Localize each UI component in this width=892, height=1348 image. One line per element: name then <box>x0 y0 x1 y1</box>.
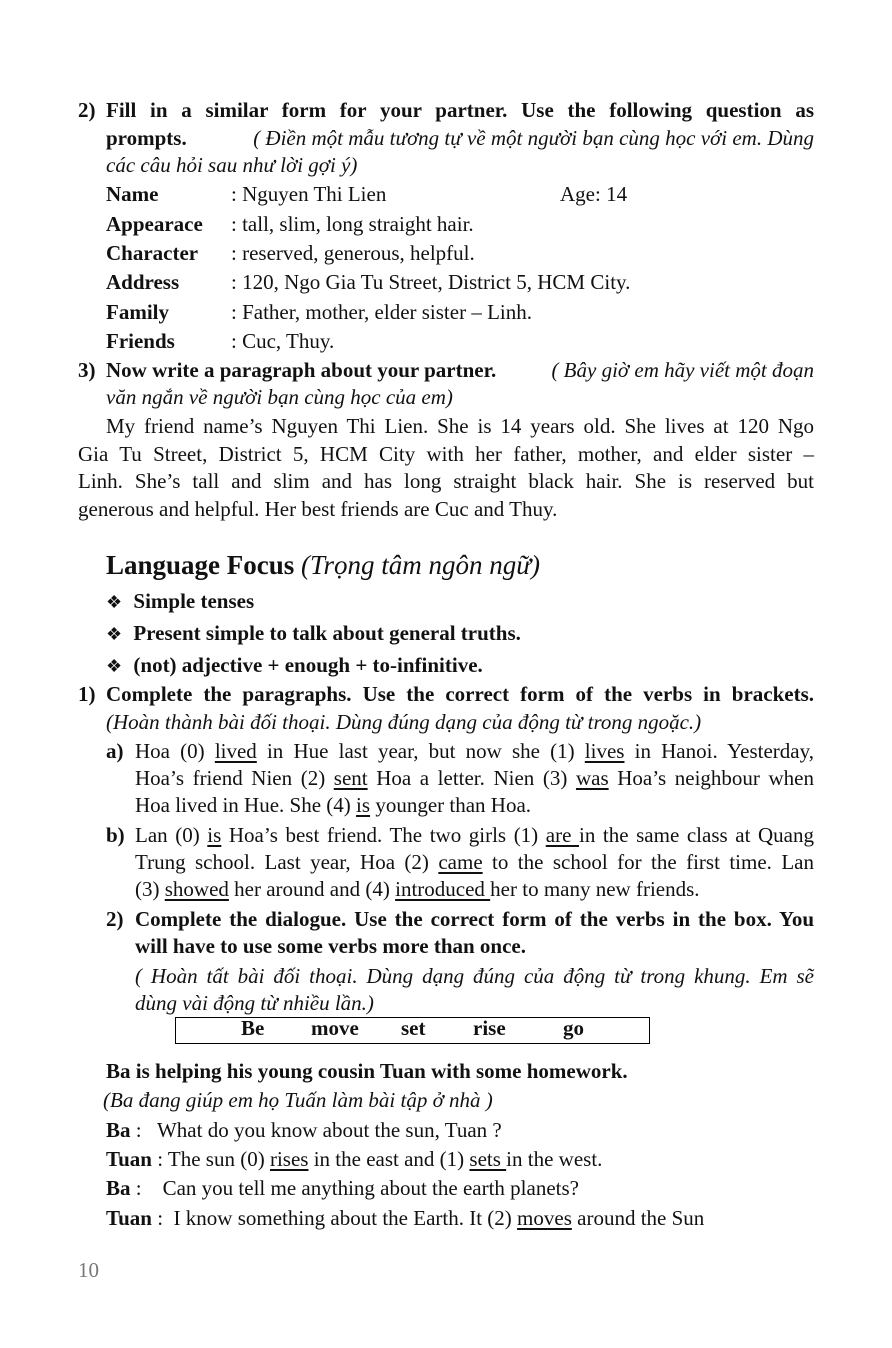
text-span: her to many new friends. <box>490 877 700 901</box>
answer-3: was <box>575 766 609 790</box>
speaker-name: Tuan <box>106 1147 152 1171</box>
verb-box-item: Be <box>241 1016 265 1040</box>
dialogue-intro: Ba is helping his young cousin Tuan with some homework. <box>106 1059 628 1083</box>
form-friends-value: : Cuc, Thuy. <box>231 329 335 353</box>
form-address-value: : 120, Ngo Gia Tu Street, District 5, HCM City. <box>231 270 631 294</box>
paragraph-line3: Linh. She’s tall and slim and has long straight black hair. She is reserved but <box>78 469 814 493</box>
task2-prompts-word: prompts. <box>106 126 187 150</box>
text-span: Hoa’s neighbour when <box>608 766 814 790</box>
text-span: younger than Hoa. <box>370 793 532 817</box>
dialogue-text: What do you know about the sun, Tuan ? <box>156 1118 502 1142</box>
diamond-bullet-icon: ❖ <box>106 656 123 676</box>
text-span: in the east and (1) <box>308 1147 470 1171</box>
answer-2: sent <box>333 766 368 790</box>
text-span: Trung school. Last year, Hoa (2) <box>135 850 439 874</box>
diamond-bullet-icon: ❖ <box>106 592 123 612</box>
ex1-b-line2 <box>135 848 814 876</box>
text-span: to the school for the first time. Lan <box>482 850 814 874</box>
ex1-a-label: a) <box>106 739 124 763</box>
text-span: Hoa lived in Hue. She (4) <box>135 793 357 817</box>
form-address-label: Address <box>106 270 180 294</box>
dialogue-line-4 <box>106 1204 704 1232</box>
language-focus-title-vi: (Trọng tâm ngôn ngữ) <box>301 550 541 580</box>
separator: : <box>151 1206 174 1230</box>
text-span: Hoa’s friend Nien (2) <box>135 766 334 790</box>
task3-vietnamese-line2: văn ngắn về người bạn cùng học của em) <box>106 385 453 409</box>
ex1-number: 1) <box>78 682 96 706</box>
separator: : <box>151 1147 168 1171</box>
answer-1: lives <box>584 739 625 763</box>
answer-4: introduced <box>395 877 491 901</box>
dialogue-line-2 <box>106 1145 602 1173</box>
answer-1: are <box>545 823 579 847</box>
task2-vietnamese-line2: các câu hỏi sau như lời gợi ý) <box>106 153 358 177</box>
text-span: I know something about the Earth. It (2) <box>173 1206 518 1230</box>
ex2-instruction-line2: will have to use some verbs more than once. <box>135 934 526 958</box>
focus-bullet-3-text: (not) adjective + enough + to-infinitive. <box>133 653 483 677</box>
paragraph-line2: Gia Tu Street, District 5, HCM City with her father, mother, and elder sister – <box>78 442 814 466</box>
text-span: in the west. <box>506 1147 603 1171</box>
focus-bullet-1 <box>106 587 254 616</box>
separator: : <box>130 1118 157 1142</box>
dialogue-text: Can you tell me anything about the earth planets? <box>162 1176 579 1200</box>
answer-0: lived <box>214 739 257 763</box>
task2-instruction-line1: Fill in a similar form for your partner. Use the following question as <box>106 98 814 122</box>
answer-3: showed <box>164 877 229 901</box>
focus-bullet-2-text: Present simple to talk about general truths. <box>133 621 521 645</box>
task2-instruction-line2 <box>106 124 814 152</box>
text-span: around the Sun <box>571 1206 705 1230</box>
dialogue-intro-vi: (Ba đang giúp em họ Tuấn làm bài tập ở nhà ) <box>103 1088 493 1112</box>
ex1-b-line3 <box>135 875 700 903</box>
focus-bullet-1-text: Simple tenses <box>133 589 255 613</box>
dialogue-line-1 <box>106 1116 502 1144</box>
form-appearance-label: Appearace <box>106 212 203 236</box>
task2-vietnamese-line1: ( Điền một mẫu tương tự về một người bạn cùng học với em. Dùng <box>253 126 814 150</box>
text-span: (3) <box>135 877 165 901</box>
task3-number: 3) <box>78 358 96 382</box>
ex1-a-line1 <box>135 737 814 765</box>
verb-box-item: move <box>311 1016 359 1040</box>
text-span: Hoa a letter. Nien (3) <box>367 766 576 790</box>
task3-instruction: Now write a paragraph about your partner. <box>106 358 497 382</box>
verb-box-item: go <box>563 1016 584 1040</box>
ex1-a-line3 <box>135 791 531 819</box>
paragraph-line4: generous and helpful. Her best friends are Cuc and Thuy. <box>78 497 558 521</box>
answer-2: moves <box>517 1206 572 1230</box>
form-character-value: : reserved, generous, helpful. <box>231 241 475 265</box>
ex1-b-line1 <box>135 821 814 849</box>
text-span: Hoa (0) <box>135 739 215 763</box>
ex2-number: 2) <box>106 907 124 931</box>
form-age: Age: 14 <box>560 182 628 206</box>
ex1-instruction: Complete the paragraphs. Use the correct form of the verbs in brackets. <box>106 682 814 706</box>
form-name-value: : Nguyen Thi Lien <box>231 182 387 206</box>
form-appearance-value: : tall, slim, long straight hair. <box>231 212 474 236</box>
verb-box-item: rise <box>473 1016 506 1040</box>
text-span: Hoa’s best friend. The two girls (1) <box>221 823 546 847</box>
task2-number: 2) <box>78 98 96 122</box>
language-focus-heading <box>106 548 540 582</box>
form-character-label: Character <box>106 241 199 265</box>
dialogue-line-3 <box>106 1174 579 1202</box>
answer-1: sets <box>469 1147 507 1171</box>
speaker-name: Tuan <box>106 1206 152 1230</box>
answer-0: rises <box>269 1147 309 1171</box>
page-number: 10 <box>78 1258 99 1282</box>
ex1-a-line2 <box>135 764 814 792</box>
text-span: Lan (0) <box>135 823 208 847</box>
form-family-value: : Father, mother, elder sister – Linh. <box>231 300 532 324</box>
form-friends-label: Friends <box>106 329 175 353</box>
ex2-instruction-vi-line1: ( Hoàn tất bài đối thoại. Dùng dạng đúng của động từ trong khung. Em sẽ <box>135 964 814 988</box>
text-span: in Hanoi. Yesterday, <box>624 739 814 763</box>
focus-bullet-3 <box>106 651 483 680</box>
text-span: her around and (4) <box>228 877 396 901</box>
diamond-bullet-icon: ❖ <box>106 624 123 644</box>
answer-0: is <box>207 823 222 847</box>
form-name-label: Name <box>106 182 159 206</box>
text-span: in the same class at Quang <box>578 823 814 847</box>
language-focus-title: Language Focus <box>106 550 295 580</box>
speaker-name: Ba <box>106 1176 131 1200</box>
paragraph-line1: My friend name’s Nguyen Thi Lien. She is 14 years old. She lives at 120 Ngo <box>106 414 814 438</box>
task3-vietnamese-line1: ( Bây giờ em hãy viết một đoạn <box>551 358 814 382</box>
text-span: in Hue last year, but now she (1) <box>256 739 585 763</box>
answer-4: is <box>356 793 371 817</box>
separator: : <box>130 1176 163 1200</box>
focus-bullet-2 <box>106 619 521 648</box>
ex2-instruction-vi-line2: dùng vài động từ nhiều lần.) <box>135 991 374 1015</box>
text-span: The sun (0) <box>167 1147 270 1171</box>
task3-instruction-line1 <box>106 356 814 384</box>
form-family-label: Family <box>106 300 169 324</box>
verb-box <box>175 1017 650 1044</box>
verb-box-item: set <box>401 1016 426 1040</box>
ex1-instruction-vi: (Hoàn thành bài đối thoại. Dùng đúng dạng của động từ trong ngoặc.) <box>106 710 702 734</box>
answer-2: came <box>438 850 483 874</box>
ex2-instruction-line1: Complete the dialogue. Use the correct form of the verbs in the box. You <box>135 907 814 931</box>
speaker-name: Ba <box>106 1118 131 1142</box>
ex1-b-label: b) <box>106 823 125 847</box>
